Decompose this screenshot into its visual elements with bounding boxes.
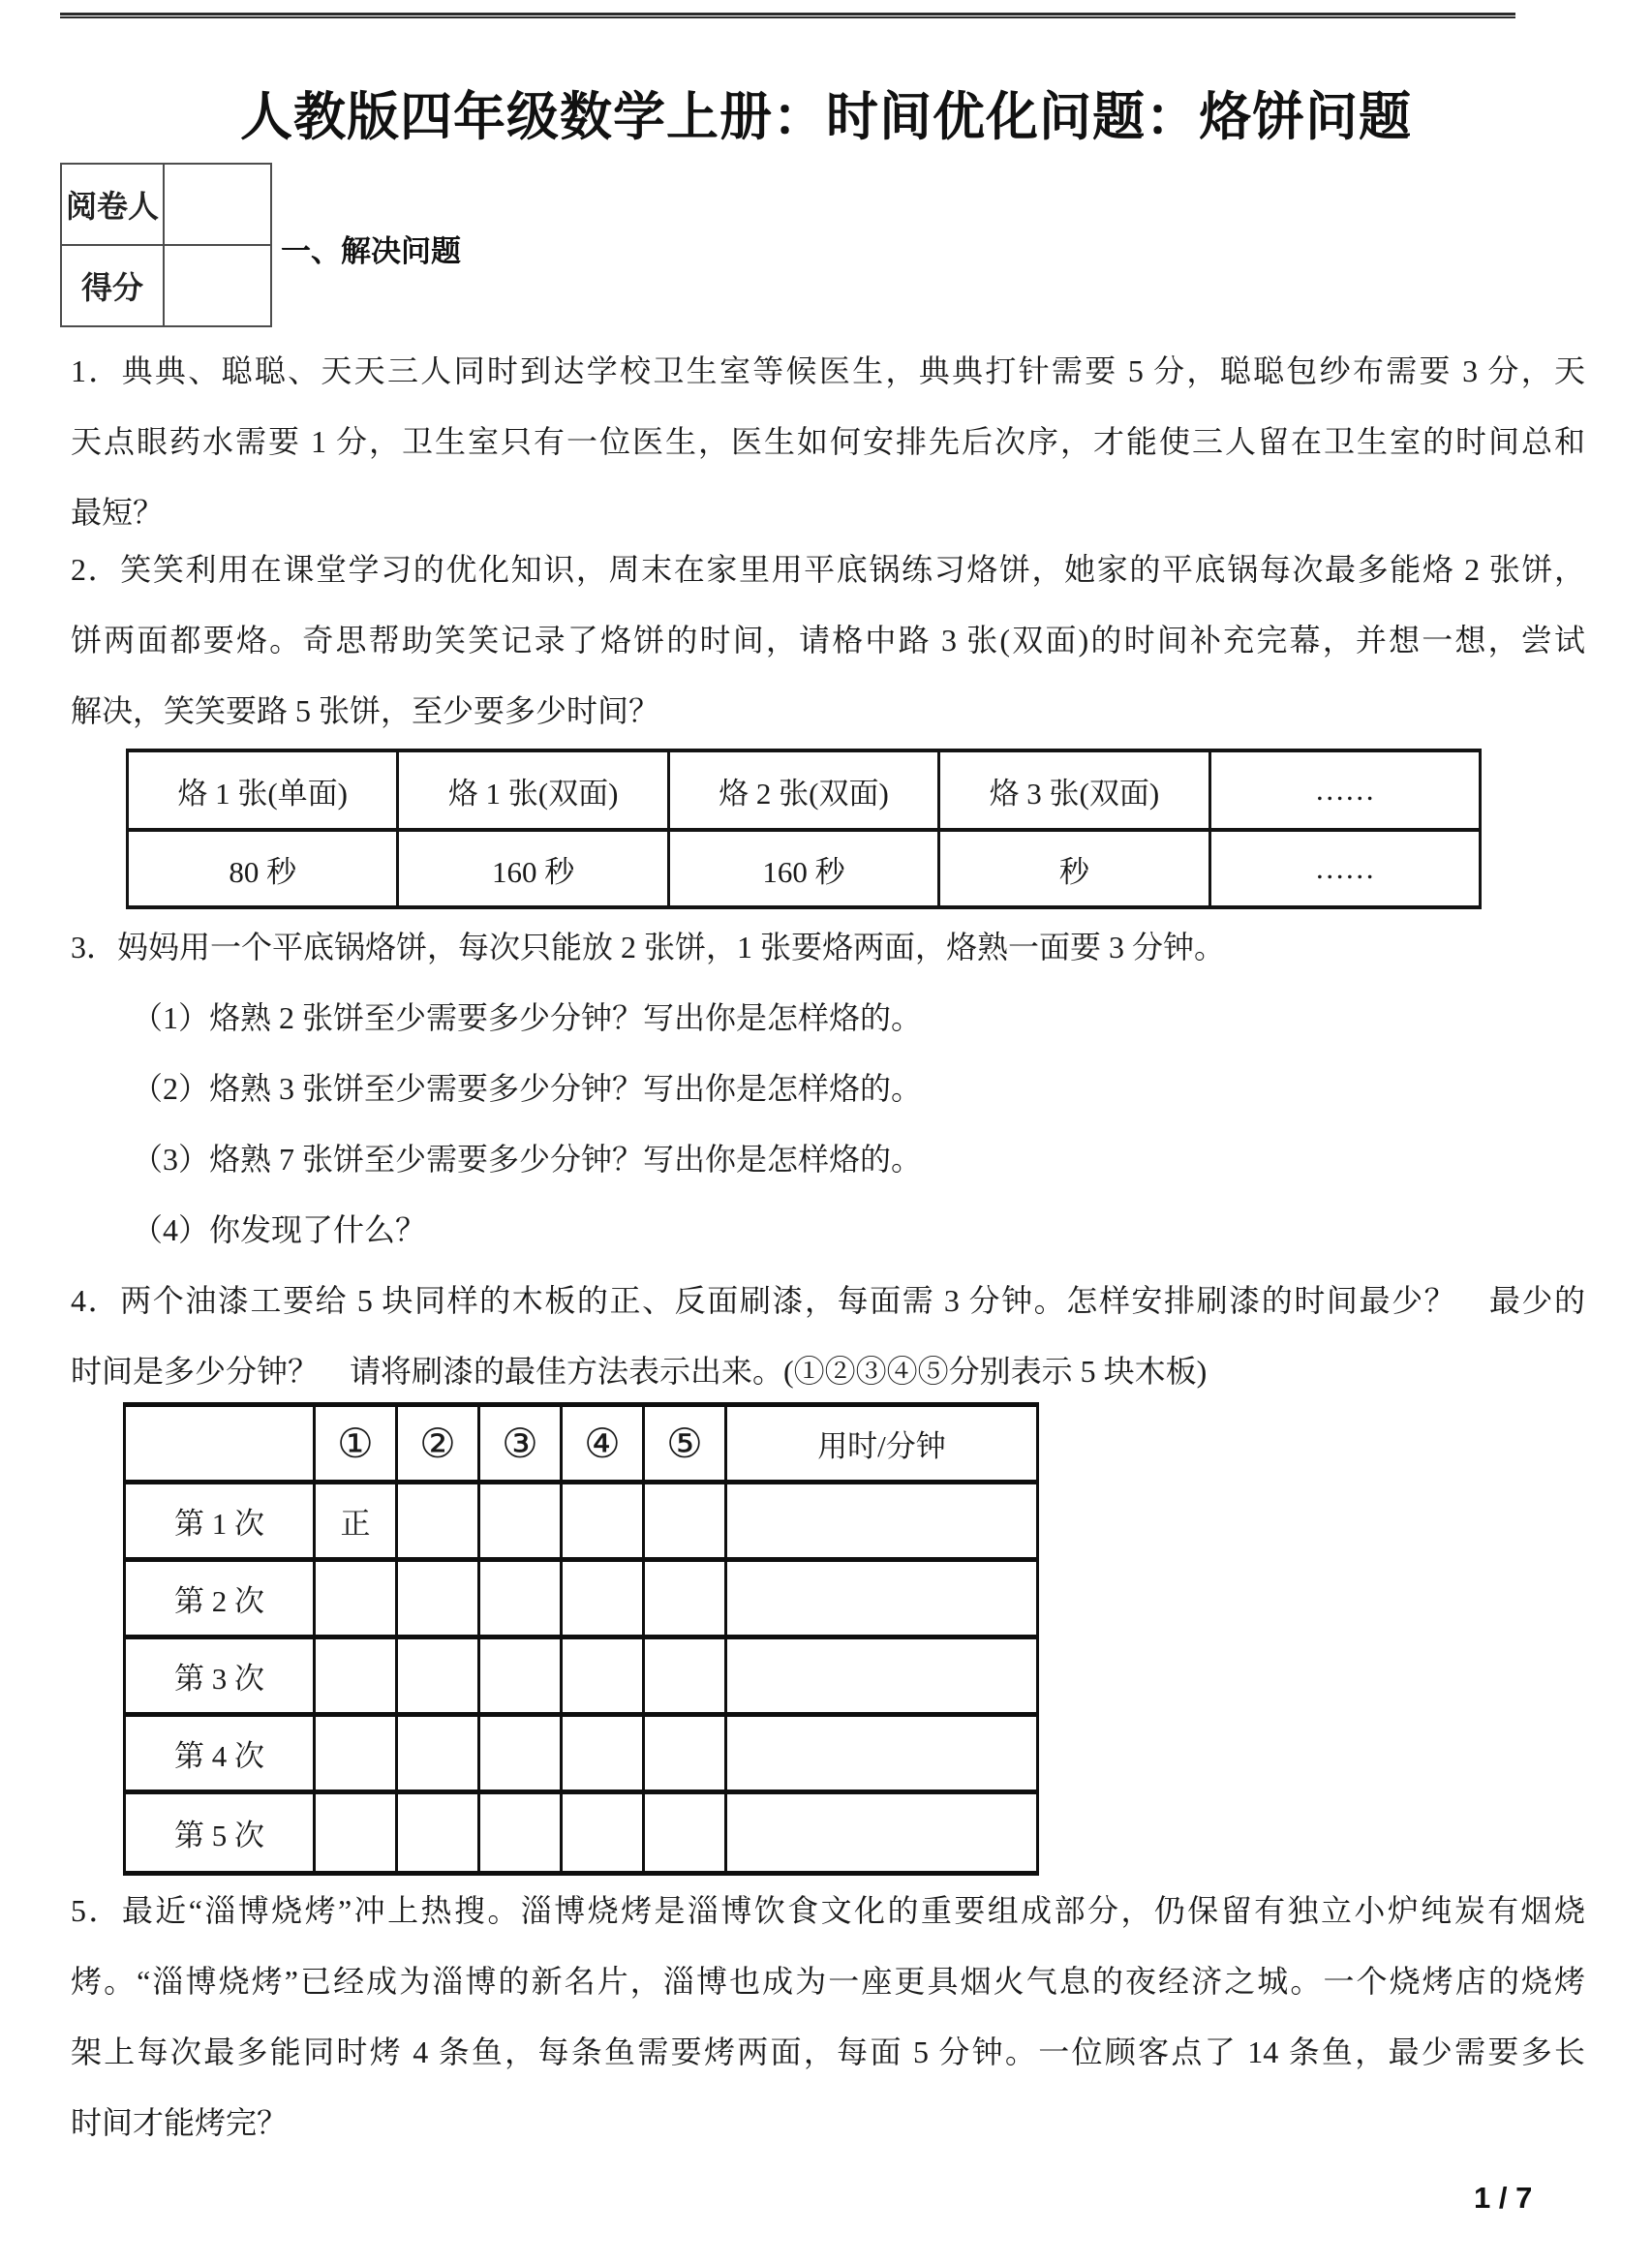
question-1-line: 最短？ [71, 495, 165, 530]
answer-cell [315, 1715, 397, 1792]
pancake-table-value-cell: 秒 [939, 830, 1209, 907]
question-3-line: 3．妈妈用一个平底锅烙饼，每次只能放 2 张饼，1 张要烙两面，烙熟一面要 3 分钟。 [71, 930, 1226, 964]
answer-cell [479, 1483, 562, 1560]
answer-cell [397, 1715, 479, 1792]
pancake-table-header-cell: 烙 1 张(双面) [398, 750, 668, 830]
answer-cell [644, 1483, 726, 1560]
row-label: 第 2 次 [125, 1560, 315, 1637]
answer-cell [315, 1792, 397, 1874]
answer-cell [562, 1792, 644, 1874]
painting-table-row-4 [125, 1715, 1038, 1792]
top-double-rule [60, 13, 1515, 18]
answer-cell-front: 正 [315, 1483, 397, 1560]
circled-2-header: ② [397, 1405, 479, 1483]
pancake-table-value-cell: …… [1209, 830, 1480, 907]
answer-cell [644, 1560, 726, 1637]
question-3-subquestion: （1）烙熟 2 张饼至少需要多少分钟？写出你是怎样烙的。 [132, 1000, 923, 1035]
grader-label: 阅卷人 [61, 164, 164, 245]
answer-cell [397, 1792, 479, 1874]
time-answer-cell [726, 1560, 1038, 1637]
painting-table-row-3 [125, 1637, 1038, 1715]
row-label: 第 4 次 [125, 1715, 315, 1792]
pancake-table-header-row [128, 750, 1481, 830]
question-2-line: 饼两面都要烙。奇思帮助笑笑记录了烙饼的时间，请格中路 3 张(双面)的时间补充完幕，并想一想，尝试 [71, 623, 1585, 658]
pancake-table-value-cell: 160 秒 [668, 830, 938, 907]
grader-row [61, 164, 271, 245]
pancake-table-value-row [128, 830, 1481, 907]
question-1-line: 天点眼药水需要 1 分，卫生室只有一位医生，医生如何安排先后次序，才能使三人留在卫生室的时间总和 [71, 424, 1585, 459]
score-blank-cell [164, 245, 271, 326]
time-header-cell: 用时/分钟 [726, 1405, 1038, 1483]
score-row [61, 245, 271, 326]
circled-5-header: ⑤ [644, 1405, 726, 1483]
page-number: 1 / 7 [1474, 2181, 1533, 2215]
answer-cell [562, 1637, 644, 1715]
answer-cell [397, 1560, 479, 1637]
question-3 [71, 912, 1585, 1266]
painting-table-row-1 [125, 1483, 1038, 1560]
painting-table-corner-cell [125, 1405, 315, 1483]
pancake-table-header-cell: 烙 1 张(单面) [128, 750, 398, 830]
answer-cell [479, 1637, 562, 1715]
question-2-line: 2．笑笑利用在课堂学习的优化知识，周末在家里用平底锅练习烙饼，她家的平底锅每次最多能烙 2 张饼， [71, 552, 1585, 587]
pancake-table-header-cell: 烙 2 张(双面) [668, 750, 938, 830]
row-label: 第 3 次 [125, 1637, 315, 1715]
pancake-table-header-cell: …… [1209, 750, 1480, 830]
painting-table-row-2 [125, 1560, 1038, 1637]
answer-cell [397, 1483, 479, 1560]
question-4 [71, 1266, 1585, 1407]
question-3-subquestion: （4）你发现了什么？ [132, 1212, 427, 1247]
score-label: 得分 [61, 245, 164, 326]
page-title: 人教版四年级数学上册：时间优化问题：烙饼问题 [240, 88, 1412, 146]
answer-cell [397, 1637, 479, 1715]
answer-cell [644, 1715, 726, 1792]
answer-cell [562, 1560, 644, 1637]
answer-cell [644, 1792, 726, 1874]
circled-1-header: ① [315, 1405, 397, 1483]
answer-cell [315, 1560, 397, 1637]
pancake-time-table [126, 749, 1482, 909]
painting-schedule-table [123, 1402, 1039, 1876]
circled-4-header: ④ [562, 1405, 644, 1483]
time-answer-cell [726, 1792, 1038, 1874]
question-3-subquestion: （3）烙熟 7 张饼至少需要多少分钟？写出你是怎样烙的。 [132, 1142, 923, 1177]
time-answer-cell [726, 1637, 1038, 1715]
question-1 [71, 336, 1585, 548]
question-5-line: 时间才能烤完？ [71, 2105, 289, 2140]
question-4-line: 时间是多少分钟？ 请将刷漆的最佳方法表示出来。(①②③④⑤分别表示 5 块木板) [71, 1354, 1208, 1389]
question-5-line: 5．最近“淄博烧烤”冲上热搜。淄博烧烤是淄博饮食文化的重要组成部分，仍保留有独立小炉纯炭有烟烧 [71, 1893, 1585, 1928]
question-5-line: 架上每次最多能同时烤 4 条鱼，每条鱼需要烤两面，每面 5 分钟。一位顾客点了 14 条鱼，最少需要多长 [71, 2035, 1585, 2069]
question-2 [71, 535, 1585, 747]
section-heading: 一、解决问题 [281, 234, 461, 268]
answer-cell [315, 1637, 397, 1715]
question-2-line: 解决，笑笑要路 5 张饼，至少要多少时间？ [71, 693, 660, 728]
question-5-line: 烤。“淄博烧烤”已经成为淄博的新名片，淄博也成为一座更具烟火气息的夜经济之城。一个烧烤店的烧烤 [71, 1964, 1585, 1999]
painting-table-header-row [125, 1405, 1038, 1483]
circled-3-header: ③ [479, 1405, 562, 1483]
grader-score-box [60, 163, 272, 327]
answer-cell [562, 1715, 644, 1792]
time-answer-cell [726, 1483, 1038, 1560]
row-label: 第 1 次 [125, 1483, 315, 1560]
question-5 [71, 1876, 1585, 2158]
question-1-line: 1．典典、聪聪、天天三人同时到达学校卫生室等候医生，典典打针需要 5 分，聪聪包纱布需要 3 分，天 [71, 353, 1585, 388]
grader-blank-cell [164, 164, 271, 245]
pancake-table-value-cell: 160 秒 [398, 830, 668, 907]
question-3-subquestion: （2）烙熟 3 张饼至少需要多少分钟？写出你是怎样烙的。 [132, 1071, 923, 1106]
pancake-table-header-cell: 烙 3 张(双面) [939, 750, 1209, 830]
time-answer-cell [726, 1715, 1038, 1792]
answer-cell [479, 1792, 562, 1874]
answer-cell [562, 1483, 644, 1560]
answer-cell [479, 1715, 562, 1792]
answer-cell [644, 1637, 726, 1715]
question-4-line: 4．两个油漆工要给 5 块同样的木板的正、反面刷漆，每面需 3 分钟。怎样安排刷漆的时间最少？ 最少的 [71, 1283, 1585, 1318]
answer-cell [479, 1560, 562, 1637]
row-label: 第 5 次 [125, 1792, 315, 1874]
pancake-table-value-cell: 80 秒 [128, 830, 398, 907]
painting-table-row-5 [125, 1792, 1038, 1874]
